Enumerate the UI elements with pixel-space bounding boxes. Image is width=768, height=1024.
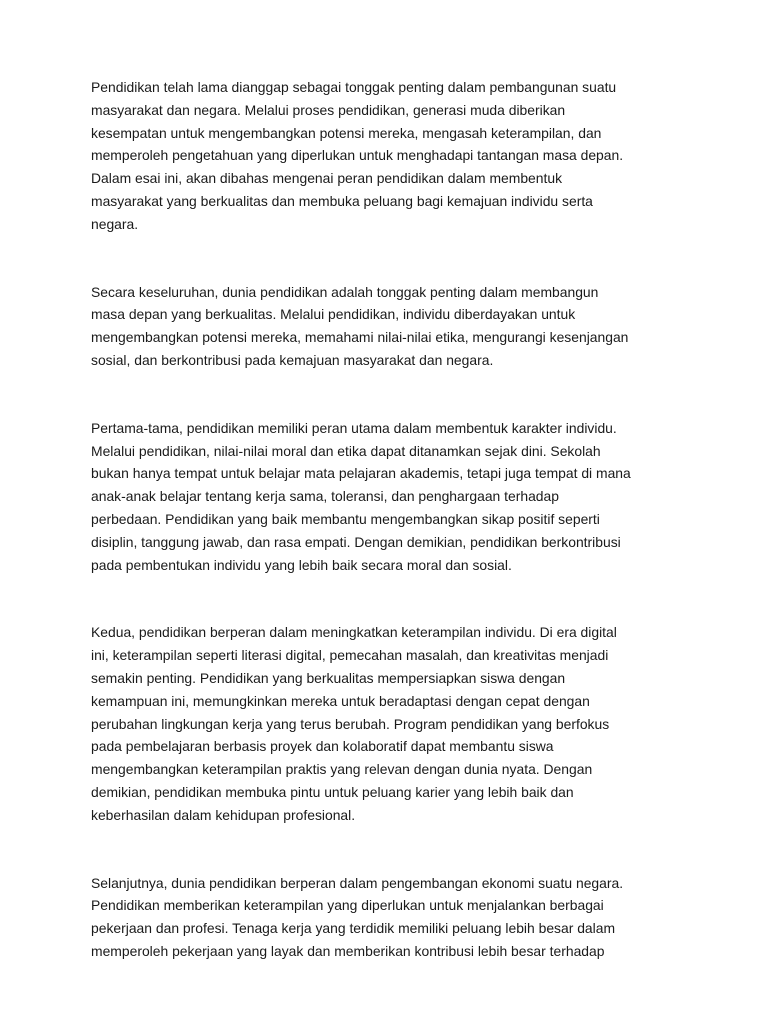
text-line: Secara keseluruhan, dunia pendidikan adalah tonggak penting dalam membangun — [91, 283, 599, 300]
text-line: bukan hanya tempat untuk belajar mata pelajaran akademis, tetapi juga tempat di mana — [91, 465, 631, 482]
text-line: perbedaan. Pendidikan yang baik membantu mengembangkan sikap positif seperti — [91, 510, 600, 527]
text-line: disiplin, tanggung jawab, dan rasa empati. Dengan demikian, pendidikan berkontribusi — [91, 533, 621, 550]
text-line: mengembangkan potensi mereka, memahami nilai-nilai etika, mengurangi kesenjangan — [91, 329, 629, 346]
paragraph-summary — [91, 281, 691, 372]
text-line: memperoleh pengetahuan yang diperlukan untuk menghadapi tantangan masa depan. — [91, 147, 624, 164]
text-line: memperoleh pekerjaan yang layak dan memberikan kontribusi lebih besar terhadap — [91, 942, 605, 959]
text-line: Dalam esai ini, akan dibahas mengenai peran pendidikan dalam membentuk — [91, 170, 563, 187]
text-line: perubahan lingkungan kerja yang terus berubah. Program pendidikan yang berfokus — [91, 715, 610, 732]
text-line: Pendidikan memberikan keterampilan yang diperlukan untuk menjalankan berbagai — [91, 897, 604, 914]
text-line: pada pembentukan individu yang lebih baik secara moral dan sosial. — [91, 556, 512, 573]
text-line: Pertama-tama, pendidikan memiliki peran utama dalam membentuk karakter individu. — [91, 419, 617, 436]
text-line: pada pembelajaran berbasis proyek dan kolaboratif dapat membantu siswa — [91, 738, 554, 755]
text-line: Pendidikan telah lama dianggap sebagai tonggak penting dalam pembangunan suatu — [91, 79, 617, 95]
text-line: masa depan yang berkualitas. Melalui pendidikan, individu diberdayakan untuk — [91, 306, 576, 323]
text-line: Melalui pendidikan, nilai-nilai moral dan etika dapat ditanamkan sejak dini. Sekolah — [91, 442, 601, 459]
text-line: kemampuan ini, memungkinkan mereka untuk beradaptasi dengan cepat dengan — [91, 692, 590, 709]
text-line: Selanjutnya, dunia pendidikan berperan dalam pengembangan ekonomi suatu negara. — [91, 874, 624, 891]
text-line: ini, keterampilan seperti literasi digital, pemecahan masalah, dan kreativitas menjadi — [91, 647, 609, 664]
text-line: anak-anak belajar tentang kerja sama, toleransi, dan penghargaan terhadap — [91, 488, 559, 505]
text-line: demikian, pendidikan membuka pintu untuk peluang karier yang lebih baik dan — [91, 783, 574, 800]
document-body — [91, 76, 691, 1008]
paragraph-economy — [91, 872, 691, 963]
paragraph-skills — [91, 621, 691, 826]
text-line: masyarakat dan negara. Melalui proses pendidikan, generasi muda diberikan — [91, 101, 566, 118]
paragraph-character — [91, 417, 691, 577]
text-line: mengembangkan keterampilan praktis yang relevan dengan dunia nyata. Dengan — [91, 761, 593, 778]
text-line: semakin penting. Pendidikan yang berkualitas mempersiapkan siswa dengan — [91, 669, 566, 686]
text-line: keberhasilan dalam kehidupan profesional. — [91, 806, 356, 823]
text-line: pekerjaan dan profesi. Tenaga kerja yang terdidik memiliki peluang lebih besar dalam — [91, 920, 616, 937]
paragraph-intro — [91, 76, 691, 236]
text-line: masyarakat yang berkualitas dan membuka peluang bagi kemajuan individu serta — [91, 192, 593, 209]
text-line: Kedua, pendidikan berperan dalam meningkatkan keterampilan individu. Di era digital — [91, 624, 617, 641]
text-line: kesempatan untuk mengembangkan potensi mereka, mengasah keterampilan, dan — [91, 124, 602, 141]
text-line: negara. — [91, 215, 139, 232]
text-line: sosial, dan berkontribusi pada kemajuan masyarakat dan negara. — [91, 351, 494, 368]
